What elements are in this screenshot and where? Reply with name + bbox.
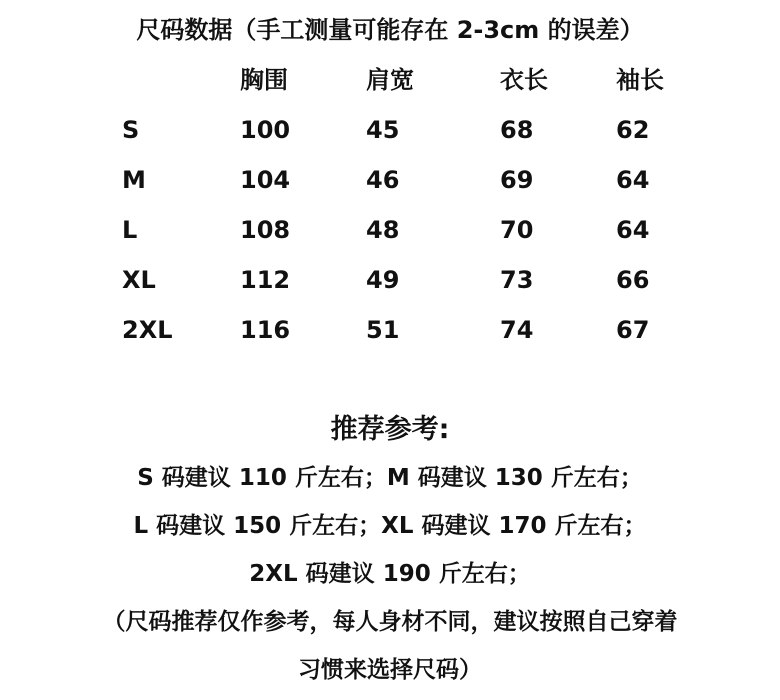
chest-value: 100	[240, 116, 291, 144]
column-header-shoulder: 肩宽	[366, 66, 414, 94]
column-header-chest: 胸围	[240, 66, 288, 94]
size-label: S	[122, 116, 140, 144]
size-label: M	[122, 166, 146, 194]
column-header-sleeve: 袖长	[616, 66, 664, 94]
shoulder-value: 46	[366, 166, 400, 194]
size-label: XL	[122, 266, 156, 294]
sleeve-value: 64	[616, 166, 650, 194]
size-table	[0, 60, 780, 360]
page-title: 尺码数据（手工测量可能存在 2-3cm 的误差）	[136, 16, 644, 44]
sleeve-value: 67	[616, 316, 650, 344]
size-label: L	[122, 216, 138, 244]
recommendation-heading: 推荐参考:	[330, 414, 450, 445]
shoulder-value: 51	[366, 316, 400, 344]
chest-value: 108	[240, 216, 291, 244]
recommendation-line: S 码建议 110 斤左右；M 码建议 130 斤左右；	[137, 465, 643, 491]
length-value: 69	[500, 166, 534, 194]
chest-value: 112	[240, 266, 291, 294]
disclaimer-line: （尺码推荐仅作参考，每人身材不同，建议按照自己穿着	[102, 609, 678, 635]
length-value: 68	[500, 116, 534, 144]
length-value: 73	[500, 266, 534, 294]
size-label: 2XL	[122, 316, 173, 344]
recommendation-line: 2XL 码建议 190 斤左右；	[249, 561, 531, 587]
sleeve-value: 66	[616, 266, 650, 294]
sleeve-value: 64	[616, 216, 650, 244]
chest-value: 104	[240, 166, 291, 194]
shoulder-value: 48	[366, 216, 400, 244]
sleeve-value: 62	[616, 116, 650, 144]
recommendation-line: L 码建议 150 斤左右；XL 码建议 170 斤左右；	[133, 513, 647, 539]
recommendation-section	[0, 410, 780, 694]
shoulder-value: 49	[366, 266, 400, 294]
chest-value: 116	[240, 316, 291, 344]
shoulder-value: 45	[366, 116, 400, 144]
disclaimer-line: 习惯来选择尺码）	[298, 657, 482, 683]
length-value: 74	[500, 316, 534, 344]
column-header-length: 衣长	[500, 66, 548, 94]
length-value: 70	[500, 216, 534, 244]
